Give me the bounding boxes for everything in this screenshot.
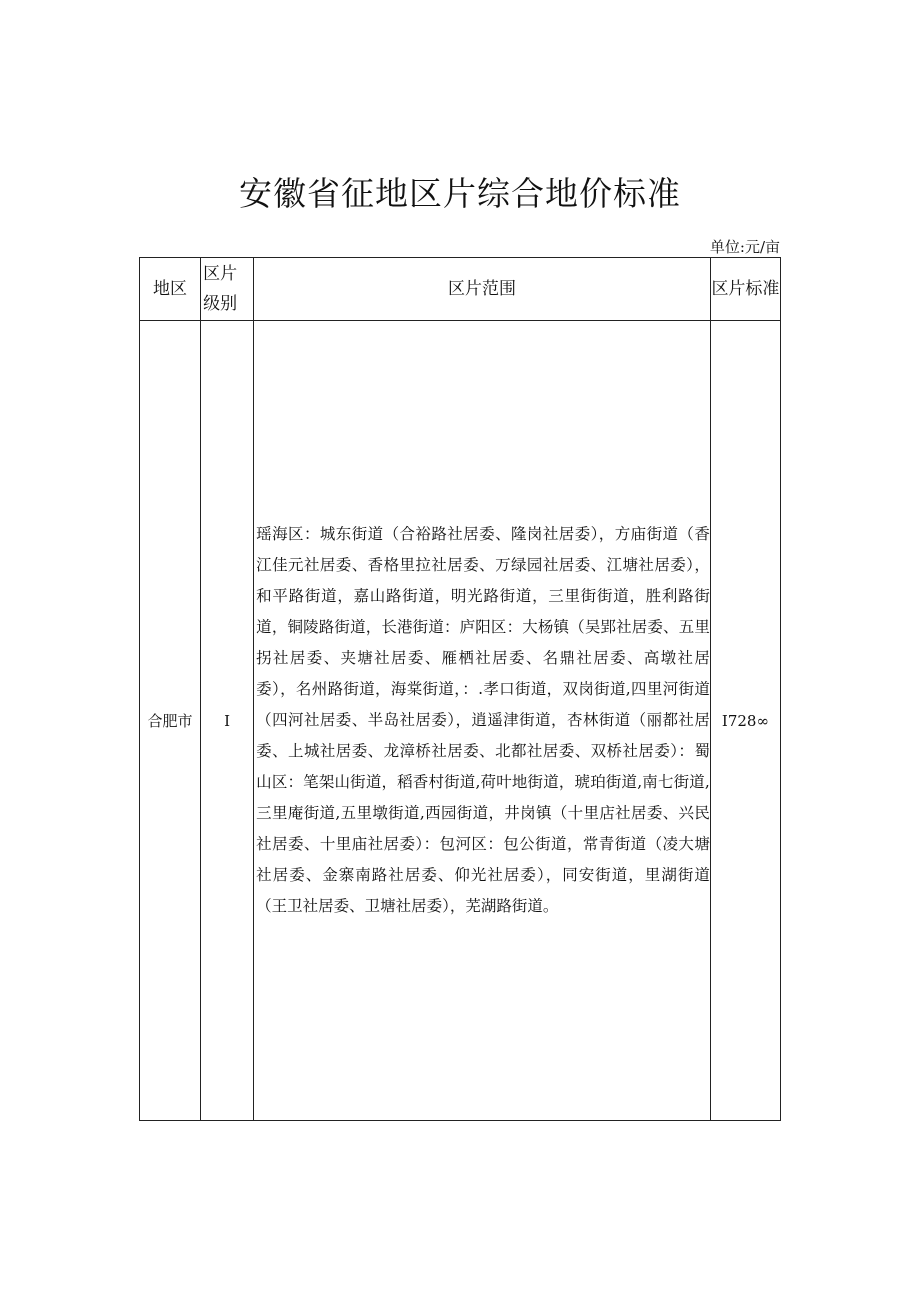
cell-level: I <box>201 321 254 1121</box>
header-level: 区片级别 <box>201 258 254 321</box>
page-title: 安徽省征地区片综合地价标准 <box>239 174 681 213</box>
cell-scope: 瑶海区：城东街道（合裕路社居委、隆岗社居委），方庙街道（香江佳元社居委、香格里拉社居委、万绿园社居委、江塘社居委），和平路街道，嘉山路街道，明光路街道，三里街街道，胜利路街道，铜陵路街道，长港街道：庐阳区：大杨镇（吴郢社居委、五里拐社居委、夹塘社居委、雁栖社居委、名鼎社居委、高墩社居委），名州路街道，海棠街道，：.孝口街道，双岗街道,四里河街道（四河社居委、半岛社居委），逍遥津街道，杏林街道（丽都社居委、上城社居委、龙漳桥社居委、北都社居委、双桥社居委）：蜀山区：笔架山街道，稻香村街道,荷叶地街道，琥珀街道,南七街道,三里庵街道,五里墩街道,西园街道，井岗镇（十里店社居委、兴民社居委、十里庙社居委）：包河区：包公街道，常青街道（凌大塘社居委、金寨南路社居委、仰光社居委），同安街道，里湖街道（王卫社居委、卫塘社居委），芜湖路街道。 <box>254 321 711 1121</box>
cell-standard: I728∞ <box>710 321 780 1121</box>
table-header-row <box>140 258 781 321</box>
table-row <box>140 321 781 1121</box>
header-scope: 区片范围 <box>254 258 711 321</box>
cell-region: 合肥市 <box>140 321 201 1121</box>
land-price-table <box>139 257 781 1121</box>
header-standard: 区片标准 <box>710 258 780 321</box>
header-region: 地区 <box>140 258 201 321</box>
unit-label: 单位:元/亩 <box>709 238 780 256</box>
